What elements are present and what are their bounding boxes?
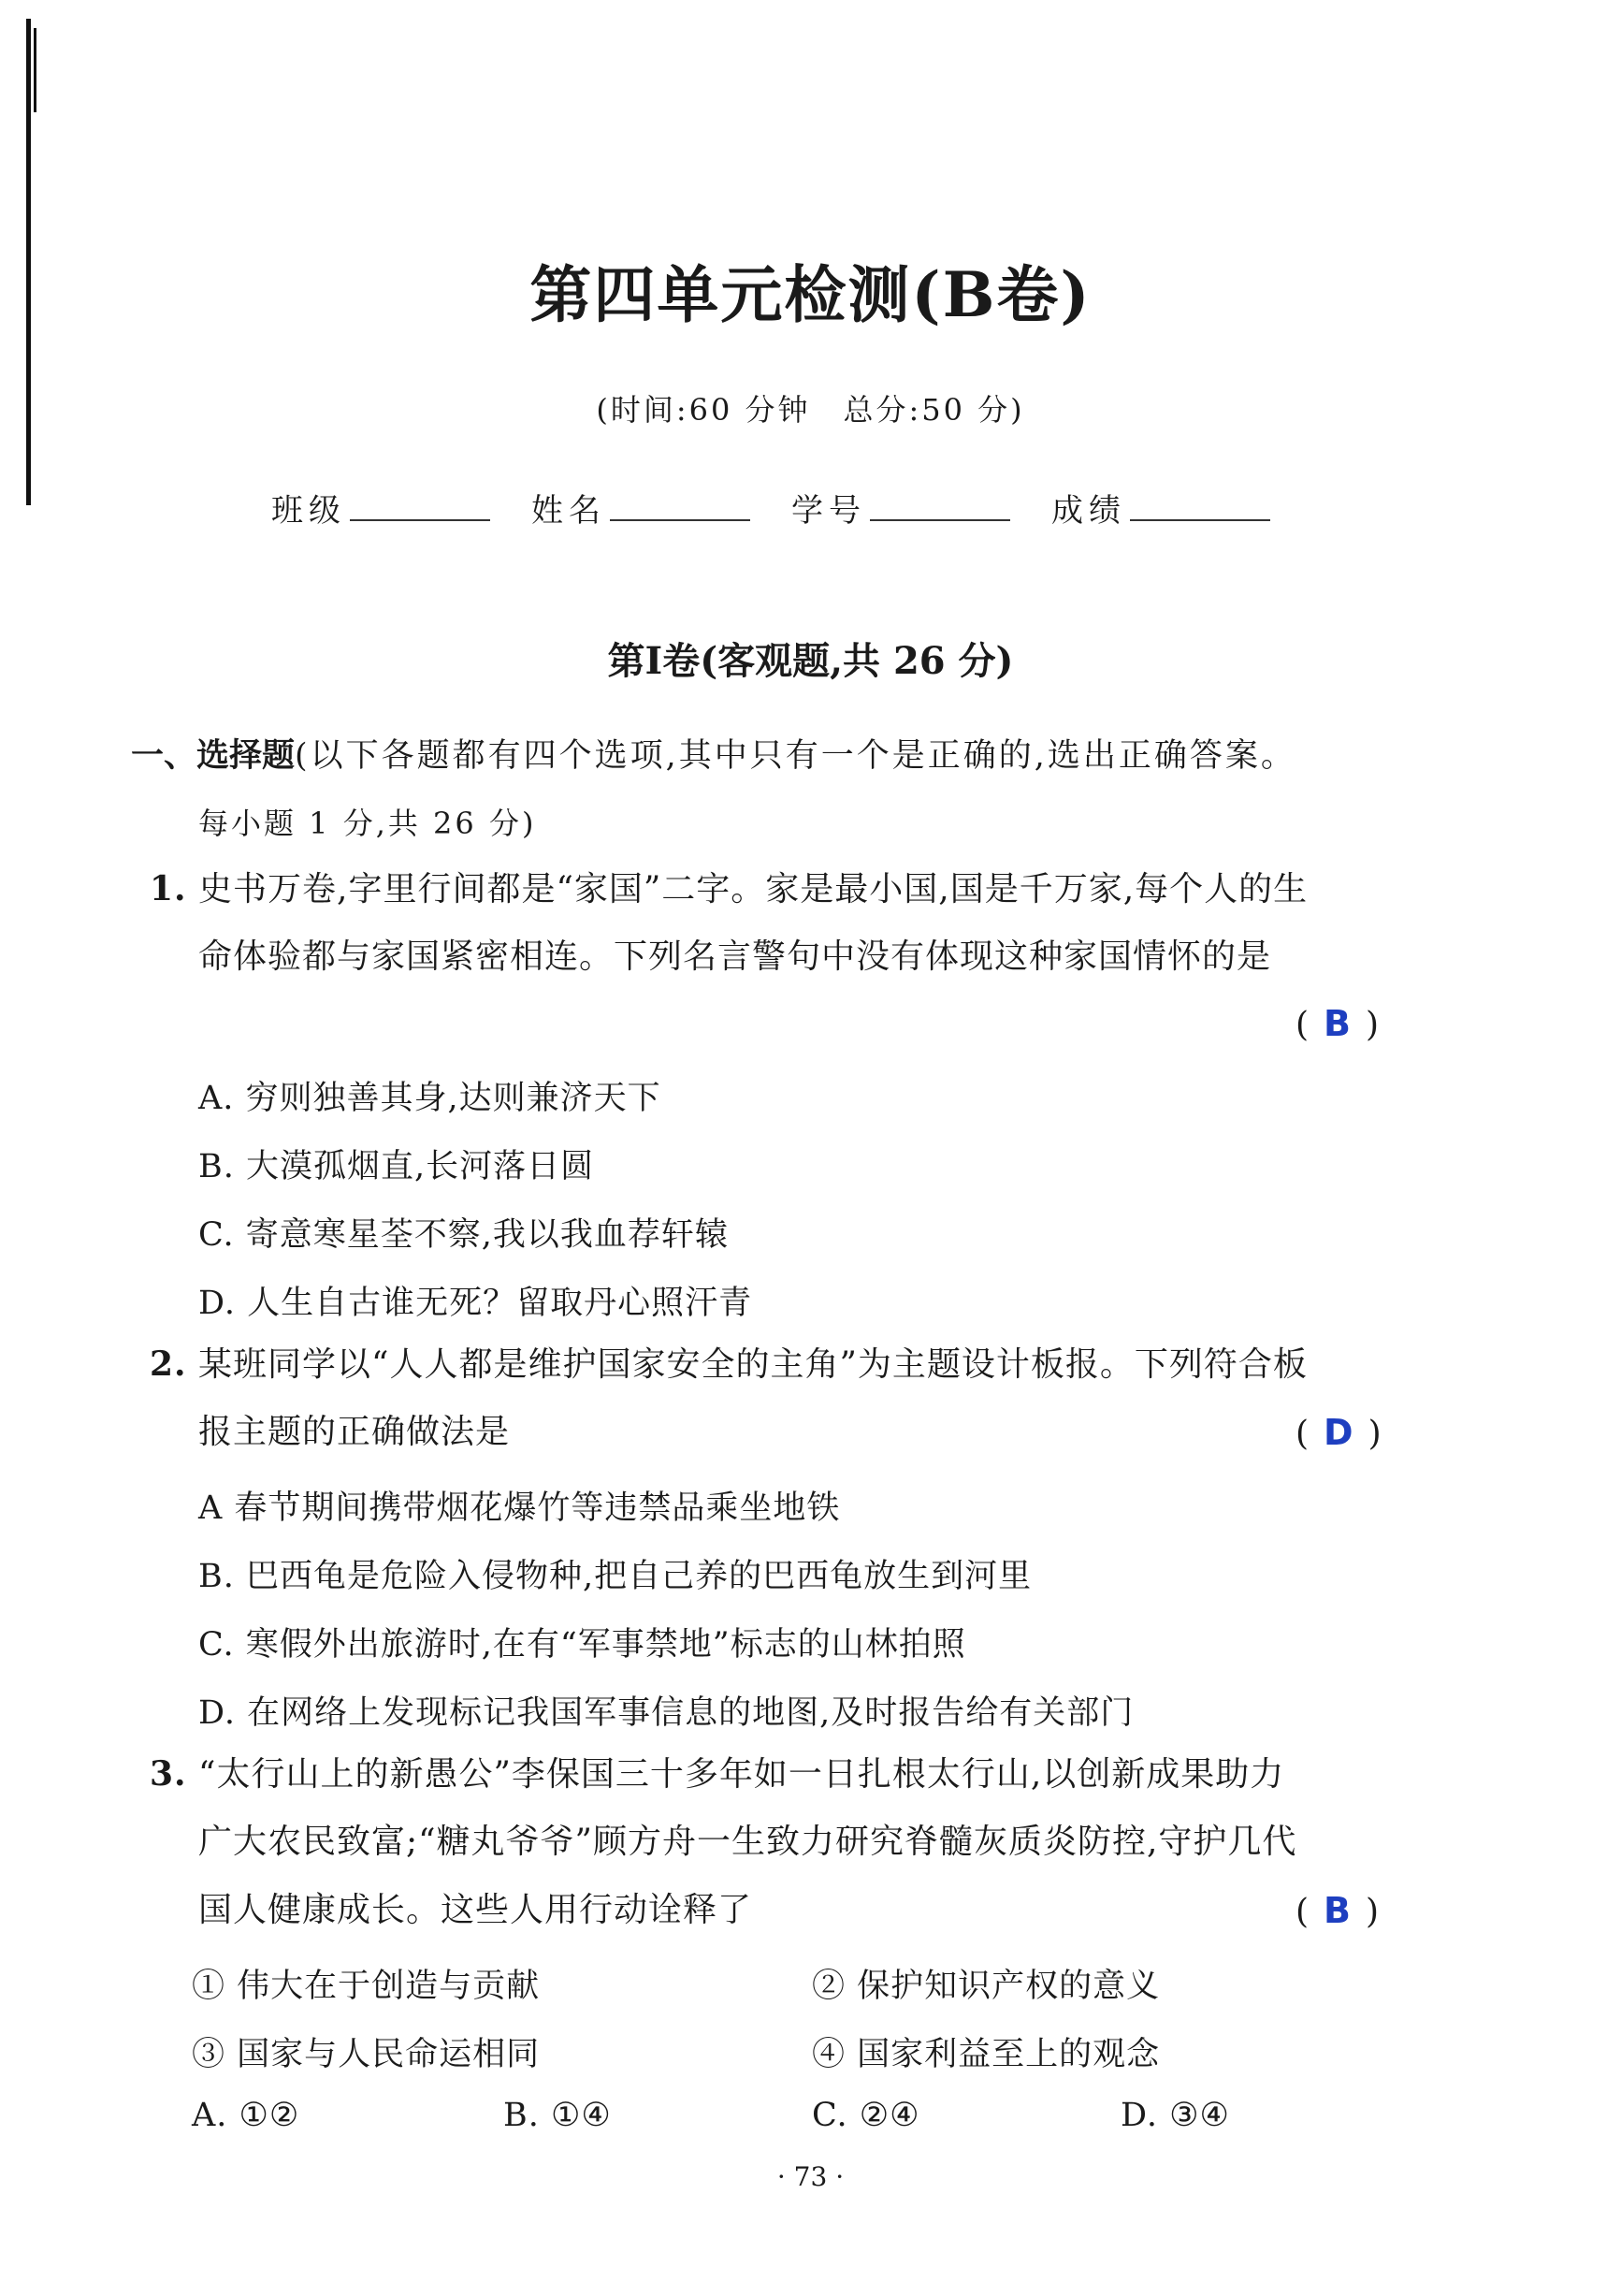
- option-2c: C. 寒假外出旅游时,在有“军事禁地”标志的山林拍照: [198, 1626, 966, 1664]
- item-1: ① 伟大在于创造与贡献: [192, 1968, 541, 2005]
- option-1d: D. 人生自古谁无死？留取丹心照汗青: [198, 1285, 753, 1322]
- part-title: 第Ⅰ卷(客观题,共 26 分): [607, 639, 1014, 683]
- question-number: 2.: [150, 1344, 187, 1384]
- info-field-name: 姓名: [531, 485, 750, 530]
- question-3-line-2: 广大农民致富;“糖丸爷爷”顾方舟一生致力研究脊髓灰质炎防控,守护几代: [198, 1823, 1297, 1861]
- question-number: 3.: [150, 1754, 187, 1794]
- item-4: ④ 国家利益至上的观念: [812, 2036, 1161, 2073]
- section-instructions: (以下各题都有四个选项,其中只有一个是正确的,选出正确答案。: [295, 737, 1296, 775]
- question-2-line-2: 报主题的正确做法是: [198, 1413, 511, 1451]
- option-2d: D. 在网络上发现标记我国军事信息的地图,及时报告给有关部门: [198, 1694, 1135, 1732]
- answer-bracket: ( B ): [1295, 1890, 1380, 1931]
- blank-line[interactable]: [1130, 491, 1270, 521]
- page-number: · 73 ·: [776, 2161, 845, 2192]
- answer-1: B: [1324, 1003, 1352, 1044]
- option-3c: C. ②④: [812, 2097, 920, 2134]
- blank-line[interactable]: [610, 491, 750, 521]
- option-2a: A 春节期间携带烟花爆竹等违禁品乘坐地铁: [198, 1489, 841, 1527]
- exam-meta: (时间:60 分钟 总分:50 分): [596, 392, 1025, 428]
- question-1-line-2: 命体验都与家国紧密相连。下列名言警句中没有体现这种家国情怀的是: [198, 937, 1272, 976]
- info-field-class: 班级: [271, 485, 490, 530]
- option-2b: B. 巴西龟是危险入侵物种,把自己养的巴西龟放生到河里: [198, 1558, 1033, 1595]
- answer-2: D: [1324, 1412, 1353, 1453]
- answer-bracket: ( D ): [1295, 1412, 1382, 1453]
- page-title: 第四单元检测(B卷): [529, 258, 1092, 331]
- option-1b: B. 大漠孤烟直,长河落日圆: [198, 1148, 595, 1185]
- section-instructions-2: 每小题 1 分,共 26 分): [198, 806, 537, 841]
- item-2: ② 保护知识产权的意义: [812, 1968, 1161, 2005]
- blank-line[interactable]: [870, 491, 1010, 521]
- question-1-line-1: 1. 史书万卷,字里行间都是“家国”二字。家是最小国,国是千万家,每个人的生: [150, 869, 1309, 908]
- question-3-line-3: 国人健康成长。这些人用行动诠释了: [198, 1891, 753, 1929]
- item-3: ③ 国家与人民命运相同: [192, 2036, 541, 2073]
- question-number: 1.: [150, 869, 187, 908]
- question-2-line-1: 2. 某班同学以“人人都是维护国家安全的主角”为主题设计板报。下列符合板: [150, 1344, 1308, 1384]
- info-field-id: 学号: [791, 485, 1010, 530]
- option-3b: B. ①④: [503, 2097, 612, 2134]
- option-1c: C. 寄意寒星荃不察,我以我血荐轩辕: [198, 1216, 729, 1254]
- blank-line[interactable]: [350, 491, 490, 521]
- option-1a: A. 穷则独善其身,达则兼济天下: [198, 1080, 661, 1117]
- option-3d: D. ③④: [1121, 2097, 1230, 2134]
- section-heading-line: [131, 730, 1296, 777]
- question-3-line-1: 3. “太行山上的新愚公”李保国三十多年如一日扎根太行山,以创新成果助力: [150, 1754, 1285, 1794]
- answer-3: B: [1324, 1890, 1352, 1931]
- section-heading: 一、选择题: [131, 736, 296, 775]
- option-3a: A. ①②: [192, 2097, 300, 2134]
- info-field-score: 成绩: [1051, 485, 1270, 530]
- binding-line-inner: [34, 28, 36, 112]
- answer-bracket: ( B ): [1295, 1003, 1380, 1044]
